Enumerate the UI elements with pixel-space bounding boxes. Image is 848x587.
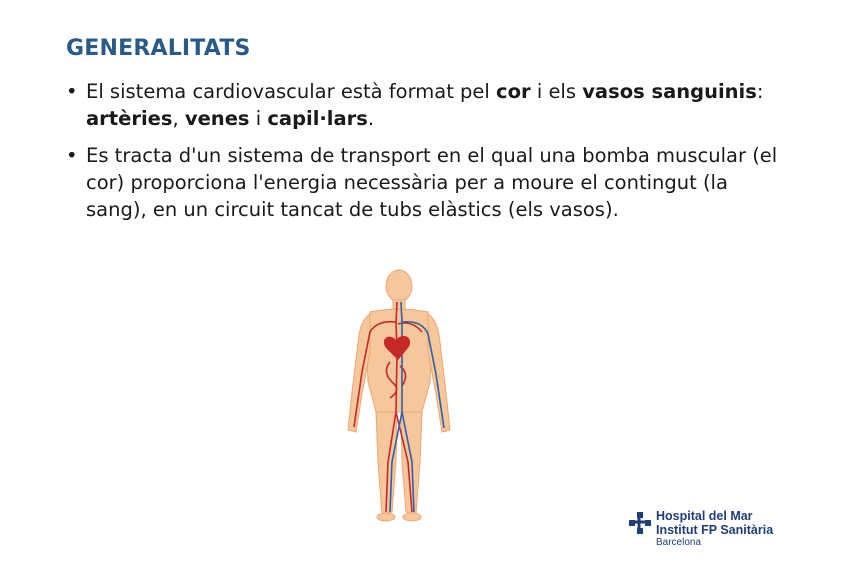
bullet-item-1 xyxy=(64,78,794,132)
bullet1-text: i xyxy=(249,107,268,130)
bullet1-text: , xyxy=(172,107,185,130)
bullet1-bold-vasos: vasos sanguinis xyxy=(582,80,757,103)
cardiovascular-system-illustration xyxy=(262,262,532,532)
bullet1-text: : xyxy=(756,80,764,103)
hospital-logo xyxy=(628,509,828,553)
body-silhouette xyxy=(348,270,450,521)
logo-line-1: Hospital del Mar xyxy=(656,509,753,523)
bullet1-text: i els xyxy=(530,80,583,103)
bullet1-bold-capillars: capil·lars xyxy=(267,107,368,130)
bullet1-bold-arteries: artèries xyxy=(86,107,173,130)
bullet-list xyxy=(64,78,794,233)
logo-line-2: Institut FP Sanitària xyxy=(656,523,774,537)
logo-line-3: Barcelona xyxy=(656,537,702,548)
bullet1-bold-venes: venes xyxy=(184,107,250,130)
slide-title: GENERALITATS xyxy=(66,36,251,61)
bullet1-text: . xyxy=(367,107,375,130)
hospital-cross-icon xyxy=(628,511,652,535)
bullet-item-2: • Es tracta d'un sistema de transport en el qual una bomba muscular (el cor) proporciona l'energia necessària per a moure el contingut (la sang), en un circuit tancat de tubs elàstics (els vasos). xyxy=(64,142,794,223)
bullet1-text: El sistema cardiovascular està format pel xyxy=(86,80,497,103)
bullet1-bold-cor: cor xyxy=(496,80,531,103)
